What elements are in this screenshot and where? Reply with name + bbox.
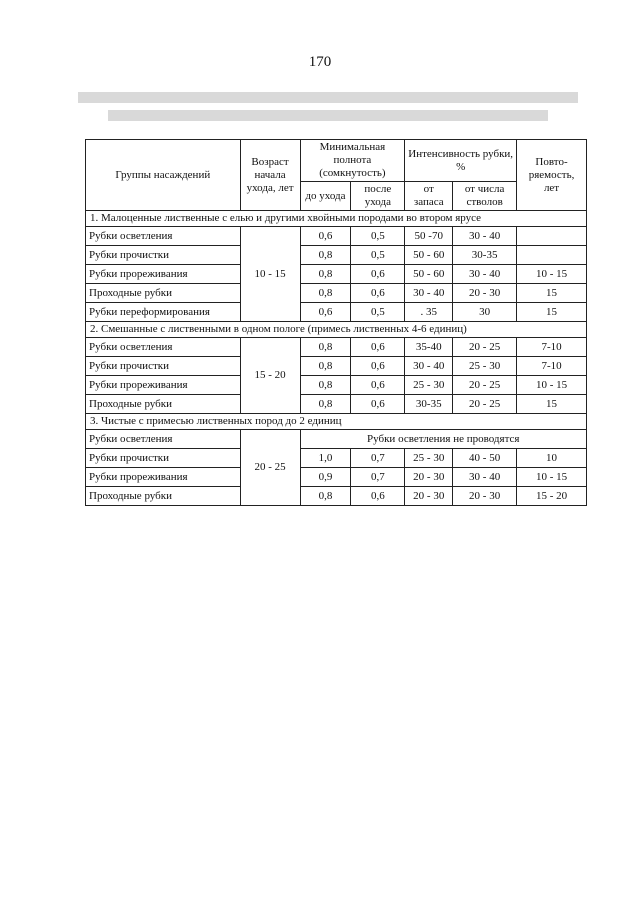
row-name: Рубки прочистки — [86, 246, 241, 265]
row-age: 20 - 25 — [240, 430, 300, 506]
cell-stock: 50 - 60 — [405, 265, 453, 284]
cell-repeat: 15 - 20 — [517, 487, 587, 506]
header-from-trunks: от числа стволов — [453, 182, 517, 211]
table-row — [86, 284, 587, 303]
header-age: Возраст начала ухода, лет — [240, 140, 300, 211]
cell-trunks: 30 - 40 — [453, 468, 517, 487]
cell-repeat: 10 - 15 — [517, 468, 587, 487]
cell-repeat: 10 — [517, 449, 587, 468]
row-age: 10 - 15 — [240, 227, 300, 322]
table-row — [86, 246, 587, 265]
table-row — [86, 376, 587, 395]
cell-repeat — [517, 246, 587, 265]
cell-before: 0,6 — [300, 227, 351, 246]
cell-repeat: 15 — [517, 284, 587, 303]
cell-after: 0,6 — [351, 357, 405, 376]
table-row — [86, 395, 587, 414]
table-title-line-1 — [78, 92, 578, 103]
row-age: 15 - 20 — [240, 338, 300, 414]
table-row — [86, 449, 587, 468]
cell-before: 0,8 — [300, 487, 351, 506]
no-cutting-note: Рубки осветления не проводятся — [300, 430, 587, 449]
cell-trunks: 30 — [453, 303, 517, 322]
cell-before: 0,8 — [300, 395, 351, 414]
table-row — [86, 227, 587, 246]
table-title — [70, 88, 585, 128]
cell-before: 0,8 — [300, 357, 351, 376]
row-name: Проходные рубки — [86, 487, 241, 506]
header-before: до ухода — [300, 182, 351, 211]
cell-repeat: 7-10 — [517, 357, 587, 376]
cell-after: 0,5 — [351, 303, 405, 322]
row-name: Рубки прореживания — [86, 468, 241, 487]
cell-stock: 25 - 30 — [405, 376, 453, 395]
cell-repeat: 15 — [517, 395, 587, 414]
cell-stock: 30-35 — [405, 395, 453, 414]
cell-after: 0,5 — [351, 246, 405, 265]
row-name: Рубки прочистки — [86, 449, 241, 468]
cell-before: 0,8 — [300, 376, 351, 395]
section-title: 3. Чистые с примесью лиственных пород до 2 единиц — [86, 414, 587, 430]
cell-trunks: 30-35 — [453, 246, 517, 265]
cell-trunks: 20 - 25 — [453, 376, 517, 395]
cell-stock: 30 - 40 — [405, 357, 453, 376]
header-groups: Группы насаждений — [86, 140, 241, 211]
cell-trunks: 30 - 40 — [453, 227, 517, 246]
cell-after: 0,6 — [351, 265, 405, 284]
row-name: Рубки осветления — [86, 227, 241, 246]
row-name: Проходные рубки — [86, 395, 241, 414]
table-row — [86, 338, 587, 357]
cell-before: 1,0 — [300, 449, 351, 468]
table-row — [86, 357, 587, 376]
cell-stock: 20 - 30 — [405, 468, 453, 487]
row-name: Рубки переформирования — [86, 303, 241, 322]
cell-repeat: 10 - 15 — [517, 265, 587, 284]
cell-after: 0,6 — [351, 376, 405, 395]
section-title: 2. Смешанные с лиственными в одном пологе (примесь лиственных 4-6 единиц) — [86, 322, 587, 338]
cell-after: 0,7 — [351, 468, 405, 487]
cell-repeat: 15 — [517, 303, 587, 322]
cell-stock: . 35 — [405, 303, 453, 322]
cell-stock: 20 - 30 — [405, 487, 453, 506]
header-from-stock: от запаса — [405, 182, 453, 211]
table-row — [86, 487, 587, 506]
row-name: Рубки прореживания — [86, 265, 241, 284]
cell-trunks: 20 - 25 — [453, 395, 517, 414]
cell-before: 0,8 — [300, 284, 351, 303]
cell-stock: 35-40 — [405, 338, 453, 357]
section-title: 1. Малоценные лиственные с елью и другими хвойными породами во втором ярусе — [86, 211, 587, 227]
header-repeat: Повто-ряемость, лет — [517, 140, 587, 211]
row-name: Рубки прореживания — [86, 376, 241, 395]
cell-trunks: 25 - 30 — [453, 357, 517, 376]
cell-stock: 25 - 30 — [405, 449, 453, 468]
cell-stock: 30 - 40 — [405, 284, 453, 303]
cell-before: 0,8 — [300, 246, 351, 265]
cell-after: 0,6 — [351, 395, 405, 414]
row-name: Проходные рубки — [86, 284, 241, 303]
cell-after: 0,6 — [351, 284, 405, 303]
cell-repeat: 7-10 — [517, 338, 587, 357]
row-name: Рубки прочистки — [86, 357, 241, 376]
page-number: 170 — [308, 54, 332, 70]
cell-after: 0,6 — [351, 338, 405, 357]
header-min-density: Минимальная полнота (сомкнутость) — [300, 140, 405, 182]
table-title-line-2 — [108, 110, 548, 121]
cell-trunks: 20 - 25 — [453, 338, 517, 357]
table-row — [86, 265, 587, 284]
cell-after: 0,7 — [351, 449, 405, 468]
cell-repeat: 10 - 15 — [517, 376, 587, 395]
row-name: Рубки осветления — [86, 338, 241, 357]
cell-after: 0,6 — [351, 487, 405, 506]
norms-table — [85, 139, 587, 506]
cell-repeat — [517, 227, 587, 246]
cell-trunks: 40 - 50 — [453, 449, 517, 468]
cell-trunks: 20 - 30 — [453, 487, 517, 506]
cell-stock: 50 -70 — [405, 227, 453, 246]
cell-before: 0,8 — [300, 265, 351, 284]
cell-trunks: 30 - 40 — [453, 265, 517, 284]
table-row — [86, 468, 587, 487]
header-intensity: Интенсивность рубки, % — [405, 140, 517, 182]
table-row — [86, 430, 587, 449]
cell-before: 0,8 — [300, 338, 351, 357]
cell-trunks: 20 - 30 — [453, 284, 517, 303]
cell-after: 0,5 — [351, 227, 405, 246]
cell-stock: 50 - 60 — [405, 246, 453, 265]
row-name: Рубки осветления — [86, 430, 241, 449]
cell-before: 0,9 — [300, 468, 351, 487]
header-after: после ухода — [351, 182, 405, 211]
cell-before: 0,6 — [300, 303, 351, 322]
table-row — [86, 303, 587, 322]
